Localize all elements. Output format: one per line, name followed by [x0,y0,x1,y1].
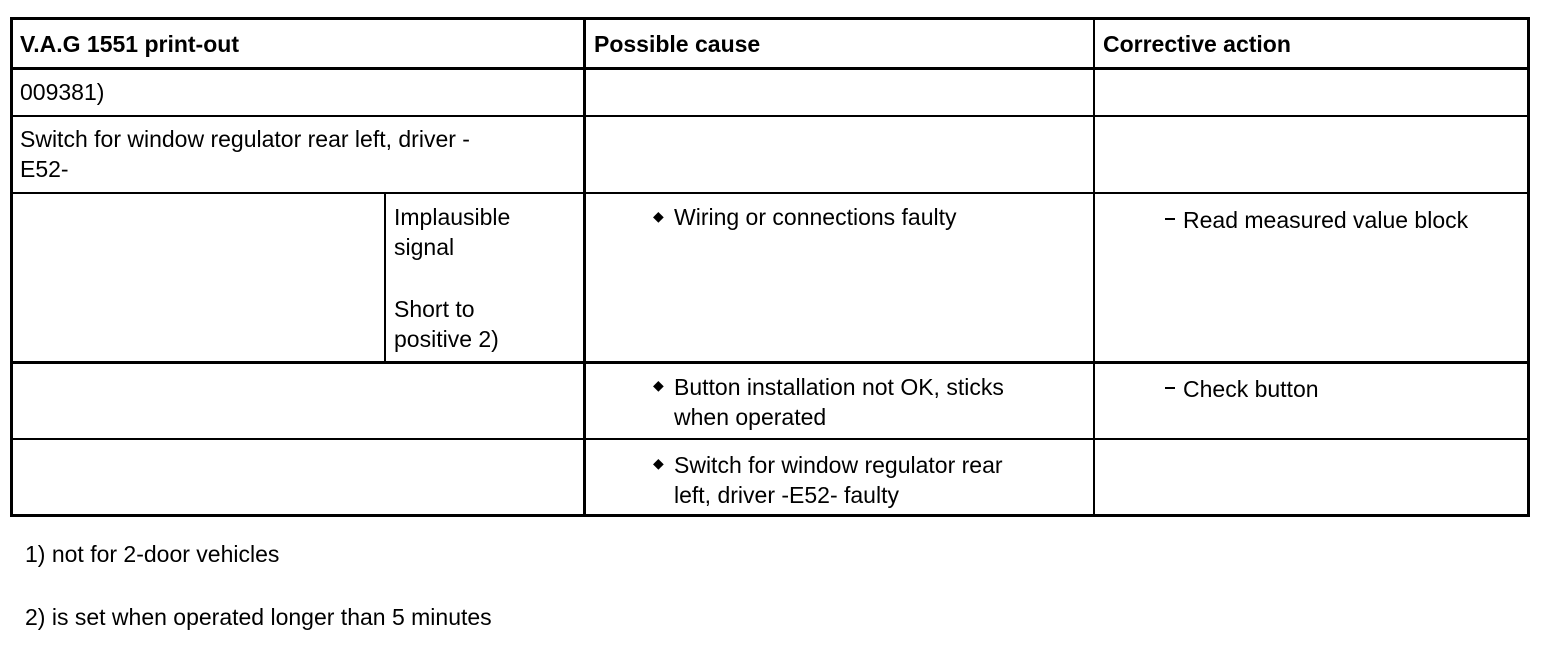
cause-3-line2: left, driver -E52- faulty [674,482,899,508]
header-possible-cause: Possible cause [594,31,761,57]
component-name-line1: Switch for window regulator rear left, driver - [20,126,470,152]
fault-code: 009381) [20,79,105,105]
component-name-line2: E52- [20,156,69,182]
fault-table [10,17,1530,517]
column-divider [583,20,586,514]
header-printout: V.A.G 1551 print-out [20,31,239,57]
symptom-line4: positive 2) [394,326,499,352]
diamond-bullet-icon: ◆ [653,208,664,224]
row-divider [13,192,1527,194]
subcolumn-divider [384,192,386,362]
column-divider [1093,20,1095,514]
action-1: Read measured value block [1183,207,1469,233]
symptom-line2: signal [394,234,455,260]
symptom-line3: Short to [394,296,475,322]
header-corrective-action: Corrective action [1103,31,1291,57]
footnote-2: 2) is set when operated longer than 5 minutes [25,604,492,630]
diamond-bullet-icon: ◆ [653,455,664,471]
action-2: Check button [1183,376,1319,402]
row-divider [13,115,1527,117]
diamond-bullet-icon: ◆ [653,377,664,393]
cause-2-line2: when operated [674,404,827,430]
row-divider [13,67,1527,70]
dash-icon [1165,218,1175,220]
cause-3-line1: Switch for window regulator rear [674,452,1003,478]
row-divider [13,361,1527,364]
cause-2-line1: Button installation not OK, sticks [674,374,1004,400]
dash-icon [1165,387,1175,389]
footnote-1: 1) not for 2-door vehicles [25,541,280,567]
row-divider [13,438,1527,440]
symptom-line1: Implausible [394,204,511,230]
cause-1: Wiring or connections faulty [674,204,957,230]
